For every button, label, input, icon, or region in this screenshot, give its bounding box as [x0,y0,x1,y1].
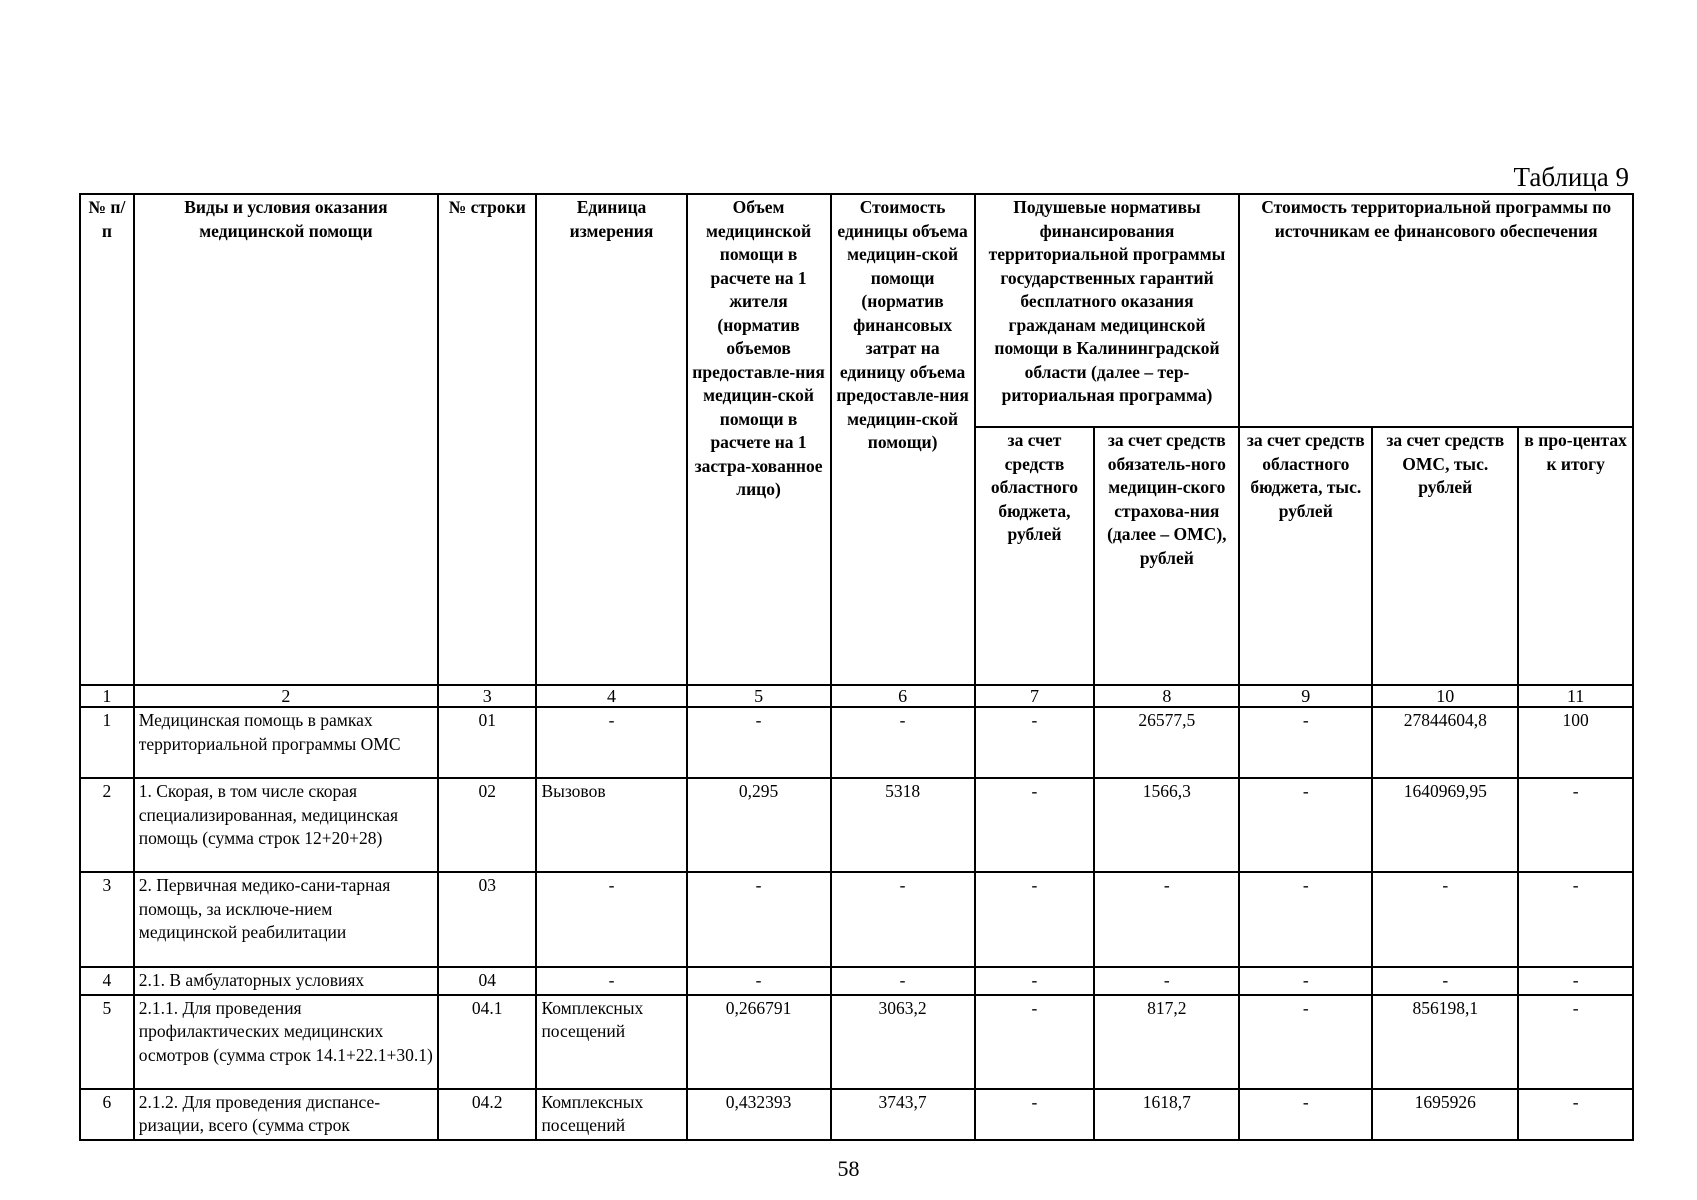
cell-unit-cost: 3063,2 [831,995,975,1089]
column-number: 8 [1094,685,1239,707]
cell-volume: - [687,707,831,778]
cell-oms-thousand: 27844604,8 [1372,707,1518,778]
cell-type-of-care: 2.1.2. Для проведения диспансе-ризации, всего (сумма строк [134,1089,438,1140]
header-line-number: № строки [438,194,536,685]
cell-oms-thousand: - [1372,967,1518,995]
header-volume-per-resident: Объем медицинской помощи в расчете на 1 жителя (норматив объемов предоставле-ния медицин-ской помощи в расчете на 1 застра-хованное лицо) [687,194,831,685]
cell-percent: - [1518,1089,1633,1140]
cell-oms-thousand: 1695926 [1372,1089,1518,1140]
cell-volume: 0,295 [687,778,831,872]
header-unit: Единица измерения [536,194,686,685]
cell-oms-rub: 817,2 [1094,995,1239,1089]
cell-percent: - [1518,967,1633,995]
column-number: 9 [1239,685,1372,707]
table-row [80,778,1633,872]
header-program-cost: Стоимость территориальной программы по источникам ее финансового обеспечения [1239,194,1633,427]
cell-regional-budget-rub: - [975,707,1095,778]
cell-type-of-care: Медицинская помощь в рамках территориальной программы ОМС [134,707,438,778]
cell-percent: - [1518,778,1633,872]
header-oms-thousand: за счет средств ОМС, тыс. рублей [1372,427,1518,685]
financing-table [79,193,1634,1141]
column-number: 11 [1518,685,1633,707]
cell-unit-cost: 5318 [831,778,975,872]
cell-unit: Вызовов [536,778,686,872]
header-type-of-care: Виды и условия оказания медицинской помощи [134,194,438,685]
cell-row-number: 2 [80,778,134,872]
cell-oms-rub: 1618,7 [1094,1089,1239,1140]
cell-unit: - [536,707,686,778]
cell-unit-cost: 3743,7 [831,1089,975,1140]
cell-line-number: 04.2 [438,1089,536,1140]
cell-oms-rub: 26577,5 [1094,707,1239,778]
cell-oms-rub: - [1094,872,1239,967]
cell-row-number: 5 [80,995,134,1089]
cell-type-of-care: 1. Скорая, в том числе скорая специализированная, медицинская помощь (сумма строк 12+20+28) [134,778,438,872]
header-per-capita-norms: Подушевые нормативы финансирования территориальной программы государственных гарантий бесплатного оказания гражданам медицинской помощи в Калининградской области (далее – тер-риториальная программа) [975,194,1240,427]
table-body [80,707,1633,1140]
header-percent-of-total: в про-центах к итогу [1518,427,1633,685]
table-row [80,967,1633,995]
cell-type-of-care: 2. Первичная медико-сани-тарная помощь, за исключе-нием медицинской реабилитации [134,872,438,967]
cell-regional-budget-rub: - [975,1089,1095,1140]
cell-volume: 0,266791 [687,995,831,1089]
cell-regional-budget-rub: - [975,872,1095,967]
cell-row-number: 3 [80,872,134,967]
cell-unit: - [536,872,686,967]
header-oms-rub: за счет средств обязатель-ного медицин-ского страхова-ния (далее – ОМС), рублей [1094,427,1239,685]
cell-oms-rub: 1566,3 [1094,778,1239,872]
header-unit-cost: Стоимость единицы объема медицин-ской помощи (норматив финансовых затрат на единицу объема предоставле-ния медицин-ской помощи) [831,194,975,685]
cell-regional-budget-thousand: - [1239,707,1372,778]
cell-regional-budget-rub: - [975,967,1095,995]
cell-regional-budget-rub: - [975,995,1095,1089]
cell-oms-thousand: - [1372,872,1518,967]
cell-regional-budget-thousand: - [1239,967,1372,995]
cell-line-number: 03 [438,872,536,967]
column-number: 2 [134,685,438,707]
cell-regional-budget-thousand: - [1239,778,1372,872]
cell-row-number: 1 [80,707,134,778]
cell-oms-thousand: 1640969,95 [1372,778,1518,872]
header-regional-budget-rub: за счет средств областного бюджета, рублей [975,427,1095,685]
cell-line-number: 01 [438,707,536,778]
header-row-number: № п/п [80,194,134,685]
table-row [80,707,1633,778]
table-row [80,995,1633,1089]
cell-unit: Комплексных посещений [536,995,686,1089]
table-title: Таблица 9 [1513,162,1629,192]
table-row [80,1089,1633,1140]
column-number: 5 [687,685,831,707]
header-regional-budget-thousand: за счет средств областного бюджета, тыс. рублей [1239,427,1372,685]
cell-unit-cost: - [831,872,975,967]
cell-unit: Комплексных посещений [536,1089,686,1140]
cell-line-number: 02 [438,778,536,872]
cell-row-number: 6 [80,1089,134,1140]
cell-unit-cost: - [831,967,975,995]
cell-unit: - [536,967,686,995]
cell-percent: 100 [1518,707,1633,778]
cell-oms-thousand: 856198,1 [1372,995,1518,1089]
cell-regional-budget-thousand: - [1239,995,1372,1089]
column-number: 6 [831,685,975,707]
cell-type-of-care: 2.1. В амбулаторных условиях [134,967,438,995]
cell-regional-budget-thousand: - [1239,872,1372,967]
cell-volume: - [687,967,831,995]
cell-type-of-care: 2.1.1. Для проведения профилактических медицинских осмотров (сумма строк 14.1+22.1+30.1) [134,995,438,1089]
cell-percent: - [1518,995,1633,1089]
table-row [80,872,1633,967]
cell-line-number: 04 [438,967,536,995]
column-number-row [80,685,1633,707]
column-number: 10 [1372,685,1518,707]
cell-regional-budget-thousand: - [1239,1089,1372,1140]
cell-regional-budget-rub: - [975,778,1095,872]
cell-volume: 0,432393 [687,1089,831,1140]
column-number: 7 [975,685,1095,707]
table-header [80,194,1633,707]
cell-row-number: 4 [80,967,134,995]
cell-oms-rub: - [1094,967,1239,995]
column-number: 3 [438,685,536,707]
column-number: 4 [536,685,686,707]
cell-volume: - [687,872,831,967]
column-number: 1 [80,685,134,707]
cell-unit-cost: - [831,707,975,778]
cell-line-number: 04.1 [438,995,536,1089]
page-number: 58 [837,1156,860,1181]
cell-percent: - [1518,872,1633,967]
